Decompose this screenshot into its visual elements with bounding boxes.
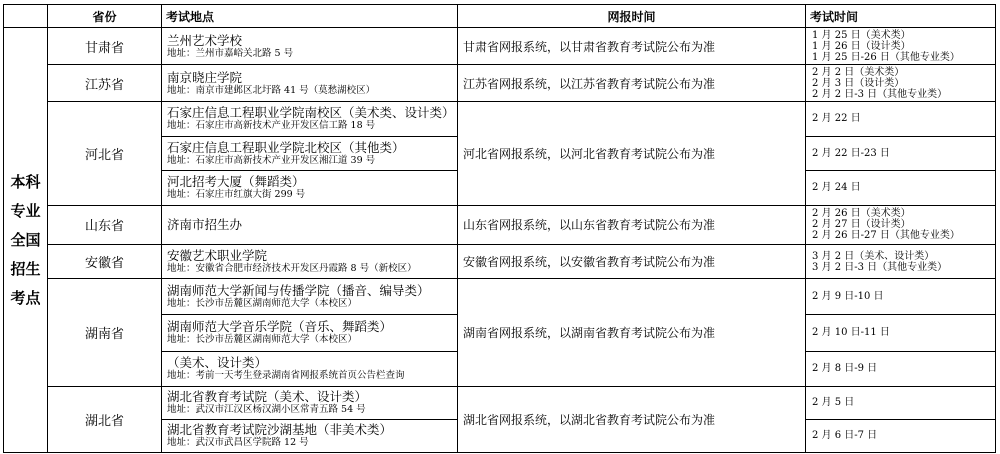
location-name: 湖南师范大学音乐学院（音乐、舞蹈类） bbox=[167, 319, 393, 335]
location-cell bbox=[162, 28, 458, 65]
location-cell bbox=[162, 351, 458, 386]
table-row bbox=[4, 279, 996, 315]
location-address: 地址：安徽省合肥市经济技术开发区丹霞路 8 号（新校区） bbox=[167, 263, 417, 275]
province-cell: 河北省 bbox=[48, 102, 162, 205]
location-address: 地址：武汉市武昌区学院路 12 号 bbox=[167, 437, 309, 449]
location-cell bbox=[162, 245, 458, 279]
location-address: 地址：兰州市嘉峪关北路 5 号 bbox=[167, 47, 294, 59]
table-row bbox=[4, 245, 996, 279]
province-cell: 湖南省 bbox=[48, 279, 162, 387]
location-name: 河北招考大厦（舞蹈类） bbox=[167, 174, 305, 190]
online-time-cell: 江苏省网报系统，以江苏省教育考试院公布为准 bbox=[458, 65, 806, 102]
location-name: 兰州艺术学校 bbox=[167, 32, 243, 48]
location-address: 地址：石家庄市高新技术产业开发区湘江道 39 号 bbox=[167, 154, 376, 166]
table-row bbox=[4, 386, 996, 419]
online-time-cell: 湖北省网报系统，以湖北省教育考试院公布为准 bbox=[458, 386, 806, 452]
online-time-cell: 甘肃省网报系统，以甘肃省教育考试院公布为准 bbox=[458, 28, 806, 65]
table-row bbox=[4, 65, 996, 102]
location-cell bbox=[162, 65, 458, 102]
exam-time-cell: 2 月 6 日-7 日 bbox=[806, 419, 996, 452]
location-cell bbox=[162, 386, 458, 419]
location-name: 湖南师范大学新闻与传播学院（播音、编导类） bbox=[167, 283, 430, 299]
exam-time-cell: 2 月 26 日（美术类） 2 月 27 日（设计类） 2 月 26 日-27 日（其他专业类） bbox=[806, 205, 996, 244]
location-address: 地址：南京市建邺区北圩路 41 号（莫愁湖校区） bbox=[167, 84, 376, 96]
online-time-cell: 山东省网报系统，以山东省教育考试院公布为准 bbox=[458, 205, 806, 244]
location-name: 安徽艺术职业学院 bbox=[167, 248, 268, 264]
header-online-time: 网报时间 bbox=[458, 5, 806, 28]
header-province: 省份 bbox=[48, 5, 162, 28]
exam-time-cell: 1 月 25 日（美术类） 1 月 26 日（设计类） 1 月 25 日-26 日（其他专业类） bbox=[806, 28, 996, 65]
exam-time-cell: 2 月 2 日（美术类） 2 月 3 日（设计类） 2 月 2 日-3 日（其他专业类） bbox=[806, 65, 996, 102]
header-location: 考试地点 bbox=[162, 5, 458, 28]
province-cell: 山东省 bbox=[48, 205, 162, 244]
location-name: 湖北省教育考试院沙湖基地（非美术类） bbox=[167, 422, 393, 438]
location-cell bbox=[162, 136, 458, 170]
province-cell: 湖北省 bbox=[48, 386, 162, 452]
province-cell: 江苏省 bbox=[48, 65, 162, 102]
exam-schedule-table bbox=[3, 4, 996, 453]
location-name: 湖北省教育考试院（美术、设计类） bbox=[167, 389, 368, 405]
location-cell bbox=[162, 419, 458, 452]
exam-time-cell: 2 月 9 日-10 日 bbox=[806, 279, 996, 315]
online-time-cell: 河北省网报系统，以河北省教育考试院公布为准 bbox=[458, 102, 806, 205]
province-cell: 甘肃省 bbox=[48, 28, 162, 65]
location-address: 地址：石家庄市高新技术产业开发区信工路 18 号 bbox=[167, 120, 376, 132]
online-time-cell: 湖南省网报系统，以湖南省教育考试院公布为准 bbox=[458, 279, 806, 387]
location-address: 地址：石家庄市红旗大街 299 号 bbox=[167, 189, 306, 201]
location-name: 南京晓庄学院 bbox=[167, 69, 243, 85]
exam-time-cell: 2 月 8 日-9 日 bbox=[806, 351, 996, 386]
location-name: 济南市招生办 bbox=[167, 217, 243, 233]
exam-time-cell: 2 月 24 日 bbox=[806, 170, 996, 205]
location-cell bbox=[162, 279, 458, 315]
online-time-cell: 安徽省网报系统，以安徽省教育考试院公布为准 bbox=[458, 245, 806, 279]
table-row bbox=[4, 102, 996, 136]
location-address: 地址：考前一天考生登录湖南省网报系统首页公告栏查询 bbox=[167, 370, 405, 382]
exam-time-cell: 3 月 2 日（美术、设计类） 3 月 2 日-3 日（其他专业类） bbox=[806, 245, 996, 279]
province-cell: 安徽省 bbox=[48, 245, 162, 279]
table-row bbox=[4, 205, 996, 244]
exam-time-cell: 2 月 22 日-23 日 bbox=[806, 136, 996, 170]
location-cell bbox=[162, 205, 458, 244]
category-label: 本科 专业 全国 招生 考点 bbox=[4, 28, 48, 453]
location-name: 石家庄信息工程职业学院北校区（其他类） bbox=[167, 139, 405, 155]
location-address: 地址：长沙市岳麓区湖南师范大学（本校区） bbox=[167, 298, 358, 310]
location-address: 地址：武汉市江汉区杨汉湖小区常青五路 54 号 bbox=[167, 404, 366, 416]
location-cell bbox=[162, 170, 458, 205]
table-row bbox=[4, 28, 996, 65]
exam-time-cell: 2 月 22 日 bbox=[806, 102, 996, 136]
location-cell bbox=[162, 102, 458, 136]
header-row bbox=[4, 5, 996, 28]
location-address: 地址：长沙市岳麓区湖南师范大学（本校区） bbox=[167, 334, 358, 346]
location-name: 石家庄信息工程职业学院南校区（美术类、设计类） bbox=[167, 105, 455, 121]
location-name: （美术、设计类） bbox=[167, 355, 268, 371]
header-category bbox=[4, 5, 48, 28]
exam-time-cell: 2 月 10 日-11 日 bbox=[806, 315, 996, 351]
location-cell bbox=[162, 315, 458, 351]
header-exam-time: 考试时间 bbox=[806, 5, 996, 28]
exam-time-cell: 2 月 5 日 bbox=[806, 386, 996, 419]
